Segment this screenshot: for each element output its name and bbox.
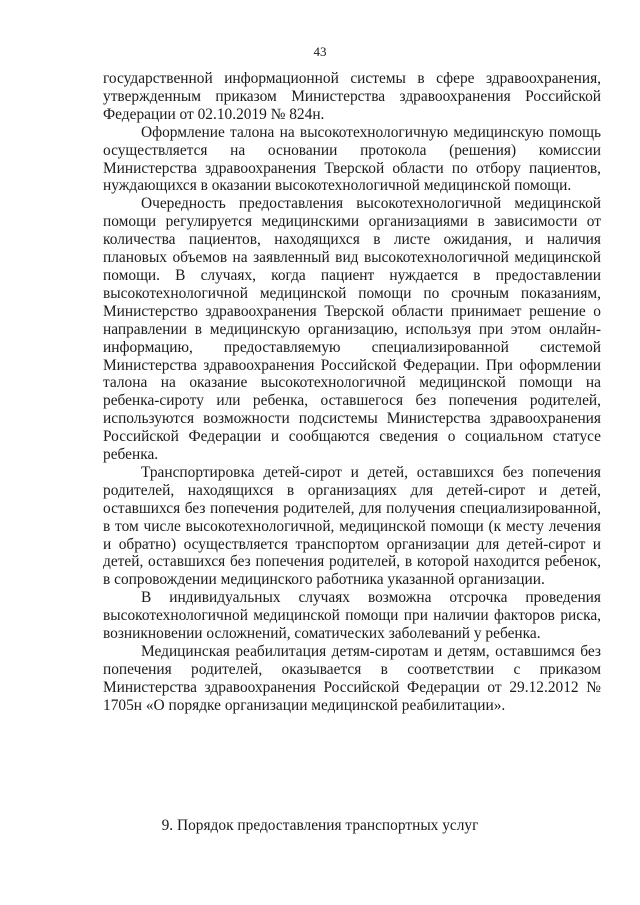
paragraph-rehabilitation: Медицинская реабилитация детям-сиротам и детям, оставшимся без попечения родителей, оказывается в соответствии с приказом Министерства здравоохранения Российской Федерации от 29.12.2012 № 1705н «О порядке организации медицинской реабилитации». <box>103 643 601 714</box>
section-heading: 9. Порядок предоставления транспортных услуг <box>161 817 479 834</box>
paragraph-ticket-issuance: Оформление талона на высокотехнологичную медицинскую помощь осуществляется на основании протокола (решения) комиссии Министерства здравоохранения Тверской области по отбору пациентов, нуждающихся в оказании высокотехнологичной медицинской помощи. <box>103 123 601 195</box>
document-body <box>103 70 601 715</box>
paragraph-deferral: В индивидуальных случаях возможна отсрочка проведения высокотехнологичной медицинской помощи при наличии факторов риска, возникновении осложнений, соматических заболеваний у ребенка. <box>103 589 601 643</box>
paragraph-continuation: государственной информационной системы в сфере здравоохранения, утвержденным приказом Министерства здравоохранения Российской Федерации от 02.10.2019 № 824н. <box>103 70 601 123</box>
paragraph-queue-order: Очередность предоставления высокотехнологичной медицинской помощи регулируется медицинскими организациями в зависимости от количества пациентов, находящихся в листе ожидания, и наличия плановых объемов на заявленный вид высокотехнологичной медицинской помощи. В случаях, когда пациент нуждается в предоставлении высокотехнологичной медицинской помощи по срочным показаниям, Министерство здравоохранения Тверской области принимает решение о направлении в медицинскую организацию, используя при этом онлайн-информацию, предоставляемую специализированной системой Министерства здравоохранения Российской Федерации. При оформлении талона на оказание высокотехнологичной медицинской помощи на ребенка-сироту или ребенка, оставшегося без попечения родителей, используются возможности подсистемы Министерства здравоохранения Российской Федерации и сообщаются сведения о социальном статусе ребенка. <box>103 195 601 464</box>
paragraph-transportation: Транспортировка детей-сирот и детей, оставшихся без попечения родителей, находящихся в организациях для детей-сирот и детей, оставшихся без попечения родителей, для получения специализированной, в том числе высокотехнологичной, медицинской помощи (к месту лечения и обратно) осуществляется транспортом организации для детей-сирот и детей, оставшихся без попечения родителей, в которой находится ребенок, в сопровождении медицинского работника указанной организации. <box>103 463 601 589</box>
page-number: 43 <box>313 44 327 59</box>
